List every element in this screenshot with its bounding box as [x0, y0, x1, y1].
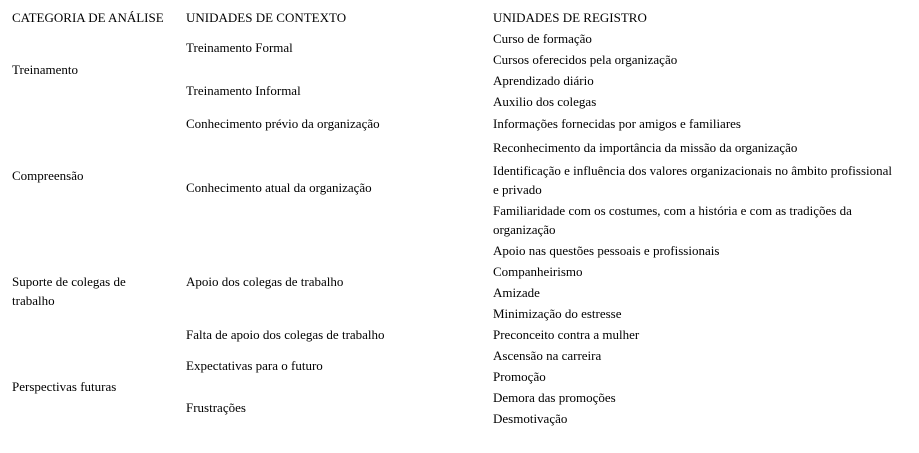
category-cell: Treinamento [12, 62, 78, 77]
register-unit-cell: Reconhecimento da importância da missão da organização [493, 140, 798, 155]
register-unit-cell: Promoção [493, 369, 546, 384]
context-unit-cell: Falta de apoio dos colegas de trabalho [186, 327, 385, 342]
context-unit-cell: Treinamento Formal [186, 40, 293, 55]
register-unit-cell: Minimização do estresse [493, 306, 622, 321]
register-unit-cell: Aprendizado diário [493, 73, 594, 88]
category-cell: Compreensão [12, 168, 84, 183]
register-unit-cell: Desmotivação [493, 411, 568, 426]
category-cell: Suporte de colegas de trabalho [12, 274, 126, 308]
register-unit-cell: Demora das promoções [493, 390, 616, 405]
context-unit-cell: Conhecimento prévio da organização [186, 116, 380, 131]
register-unit-cell: Cursos oferecidos pela organização [493, 52, 678, 67]
register-unit-cell: Amizade [493, 285, 540, 300]
context-unit-cell: Apoio dos colegas de trabalho [186, 274, 344, 289]
register-unit-cell: Auxilio dos colegas [493, 94, 597, 109]
register-unit-cell: Informações fornecidas por amigos e familiares [493, 116, 741, 131]
context-unit-cell: Frustrações [186, 400, 246, 415]
header-register-units: UNIDADES DE REGISTRO [493, 10, 647, 25]
register-unit-cell: Curso de formação [493, 31, 592, 46]
context-unit-cell: Conhecimento atual da organização [186, 180, 372, 195]
header-category: CATEGORIA DE ANÁLISE [12, 10, 164, 25]
register-unit-cell: Identificação e influência dos valores organizacionais no âmbito profissional e privado [493, 163, 893, 197]
register-unit-cell: Companheirismo [493, 264, 583, 279]
category-cell: Perspectivas futuras [12, 379, 117, 394]
context-unit-cell: Expectativas para o futuro [186, 358, 323, 373]
context-unit-cell: Treinamento Informal [186, 83, 301, 98]
register-unit-cell: Ascensão na carreira [493, 348, 602, 363]
register-unit-cell: Familiaridade com os costumes, com a história e com as tradições da organização [493, 203, 852, 237]
register-unit-cell: Preconceito contra a mulher [493, 327, 640, 342]
header-context-units: UNIDADES DE CONTEXTO [186, 10, 347, 25]
register-unit-cell: Apoio nas questões pessoais e profissionais [493, 243, 720, 258]
